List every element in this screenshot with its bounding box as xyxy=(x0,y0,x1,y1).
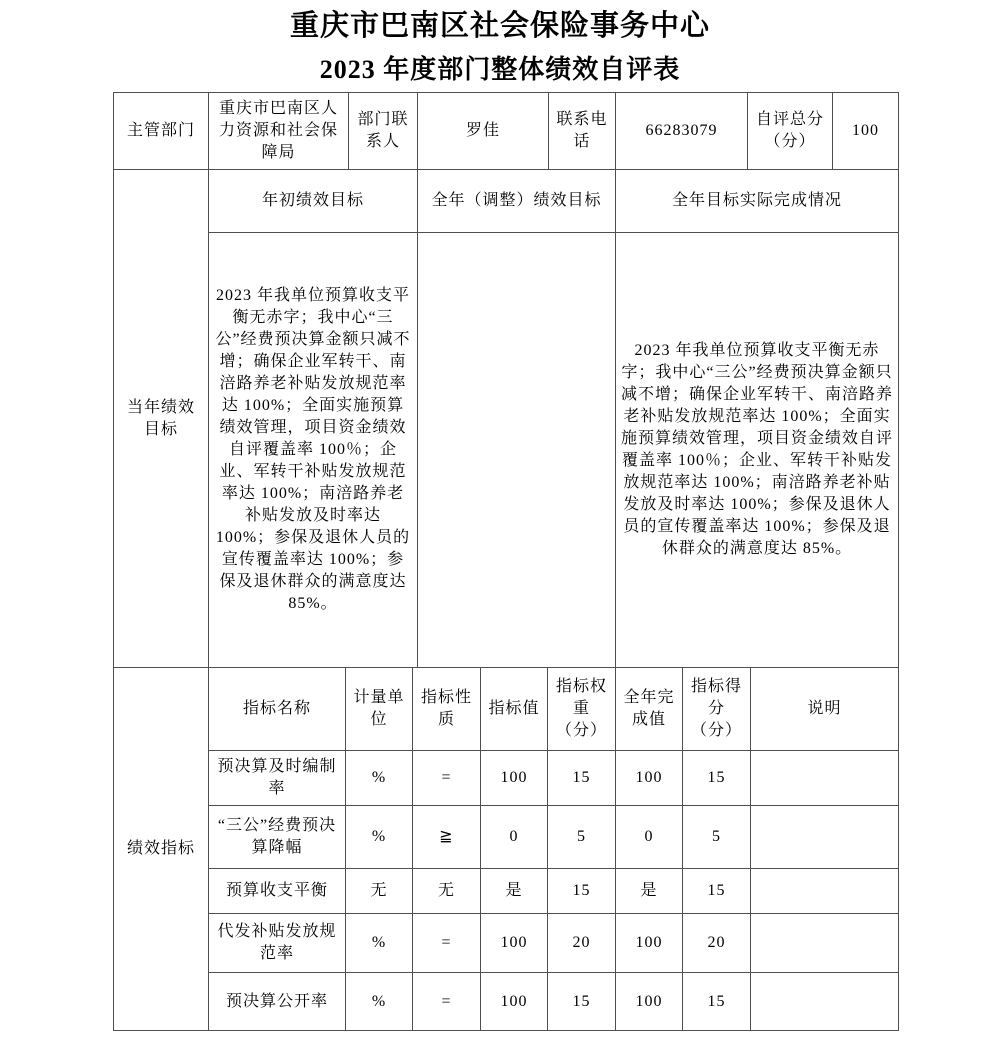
phone-value-cell: 66283079 xyxy=(616,93,748,170)
indicators-header-row xyxy=(114,668,899,751)
indicator-row xyxy=(114,973,899,1031)
indicator-unit-cell: % xyxy=(346,973,413,1031)
indicator-complete-cell: 0 xyxy=(616,806,683,869)
goal-initial-header-cell: 年初绩效目标 xyxy=(209,170,418,233)
indicator-name-cell: “三公”经费预决算降幅 xyxy=(209,806,346,869)
indicator-unit-cell: % xyxy=(346,914,413,973)
indicator-note-cell xyxy=(751,973,899,1031)
indicator-score-cell: 15 xyxy=(683,973,751,1031)
indicator-complete-cell: 100 xyxy=(616,751,683,806)
self-score-label-cell: 自评总分（分） xyxy=(748,93,833,170)
goals-body-row xyxy=(114,233,899,668)
indicator-name-header-cell: 指标名称 xyxy=(209,668,346,751)
indicator-complete-header-cell: 全年完成值 xyxy=(616,668,683,751)
indicator-name-cell: 代发补贴发放规范率 xyxy=(209,914,346,973)
indicator-nature-cell: ≧ xyxy=(413,806,481,869)
goal-adjusted-header-cell: 全年（调整）绩效目标 xyxy=(418,170,616,233)
phone-label-cell: 联系电话 xyxy=(549,93,616,170)
indicator-value-cell: 100 xyxy=(481,973,548,1031)
indicator-score-cell: 20 xyxy=(683,914,751,973)
indicator-unit-header-cell: 计量单位 xyxy=(346,668,413,751)
indicator-score-cell: 5 xyxy=(683,806,751,869)
page-title-line1: 重庆市巴南区社会保险事务中心 xyxy=(289,10,710,42)
indicator-unit-cell: % xyxy=(346,806,413,869)
indicator-nature-cell: = xyxy=(413,914,481,973)
indicator-value-header-cell: 指标值 xyxy=(481,668,548,751)
indicator-value-cell: 0 xyxy=(481,806,548,869)
goal-initial-text-cell: 2023 年我单位预算收支平衡无赤字；我中心“三公”经费预决算金额只减不增；确保企业军转干、南涪路养老补贴发放规范率达 100%；全面实施预算绩效管理，项目资金绩效自评覆盖率 100％；企业、军转干补贴发放规范率达 100%；南涪路养老补贴发放及时率达 100%；参保及退休人员的宣传覆盖率达 100%；参保及退休群众的满意度达 85%。 xyxy=(209,233,418,668)
indicator-complete-cell: 是 xyxy=(616,869,683,914)
indicator-unit-cell: % xyxy=(346,751,413,806)
indicator-score-cell: 15 xyxy=(683,751,751,806)
indicator-weight-header-cell: 指标权重（分） xyxy=(548,668,616,751)
indicator-name-cell: 预决算公开率 xyxy=(209,973,346,1031)
indicator-complete-cell: 100 xyxy=(616,973,683,1031)
indicator-weight-cell: 20 xyxy=(548,914,616,973)
supervisor-value-cell: 重庆市巴南区人力资源和社会保障局 xyxy=(209,93,349,170)
goal-actual-text-cell: 2023 年我单位预算收支平衡无赤字；我中心“三公”经费预决算金额只减不增；确保企业军转干、南涪路养老补贴发放规范率达 100%；全面实施预算绩效管理，项目资金绩效自评覆盖率 100％；企业、军转干补贴发放规范率达 100%；南涪路养老补贴发放及时率达 100%；参保及退休人员的宣传覆盖率达 100%；参保及退休群众的满意度达 85%。 xyxy=(616,233,899,668)
indicator-row xyxy=(114,914,899,973)
indicators-row-label-cell: 绩效指标 xyxy=(114,668,209,1031)
goal-actual-header-cell: 全年目标实际完成情况 xyxy=(616,170,899,233)
indicator-weight-cell: 5 xyxy=(548,806,616,869)
info-row xyxy=(114,93,899,170)
goals-table xyxy=(113,169,899,668)
document-header xyxy=(0,0,1000,92)
indicator-name-cell: 预决算及时编制率 xyxy=(209,751,346,806)
goal-adjusted-text-cell xyxy=(418,233,616,668)
indicator-value-cell: 是 xyxy=(481,869,548,914)
goals-header-row xyxy=(114,170,899,233)
indicator-unit-cell: 无 xyxy=(346,869,413,914)
indicator-weight-cell: 15 xyxy=(548,869,616,914)
supervisor-label-cell: 主管部门 xyxy=(114,93,209,170)
indicators-table xyxy=(113,667,899,1031)
contact-label-cell: 部门联系人 xyxy=(349,93,418,170)
indicator-note-cell xyxy=(751,751,899,806)
indicator-row xyxy=(114,751,899,806)
info-table xyxy=(113,92,899,170)
contact-value-cell: 罗佳 xyxy=(418,93,549,170)
page-title-line2: 2023 年度部门整体绩效自评表 xyxy=(319,55,681,84)
indicator-complete-cell: 100 xyxy=(616,914,683,973)
indicator-name-cell: 预算收支平衡 xyxy=(209,869,346,914)
indicator-row xyxy=(114,806,899,869)
self-score-value-cell: 100 xyxy=(833,93,899,170)
indicator-note-cell xyxy=(751,914,899,973)
indicator-value-cell: 100 xyxy=(481,914,548,973)
indicator-weight-cell: 15 xyxy=(548,751,616,806)
indicator-note-header-cell: 说明 xyxy=(751,668,899,751)
indicator-nature-cell: 无 xyxy=(413,869,481,914)
goals-row-label-cell: 当年绩效目标 xyxy=(114,170,209,668)
indicator-weight-cell: 15 xyxy=(548,973,616,1031)
indicator-value-cell: 100 xyxy=(481,751,548,806)
indicator-score-cell: 15 xyxy=(683,869,751,914)
indicator-nature-cell: = xyxy=(413,973,481,1031)
indicator-row xyxy=(114,869,899,914)
indicator-nature-header-cell: 指标性质 xyxy=(413,668,481,751)
indicator-note-cell xyxy=(751,806,899,869)
indicator-nature-cell: = xyxy=(413,751,481,806)
indicator-score-header-cell: 指标得分（分） xyxy=(683,668,751,751)
indicator-note-cell xyxy=(751,869,899,914)
